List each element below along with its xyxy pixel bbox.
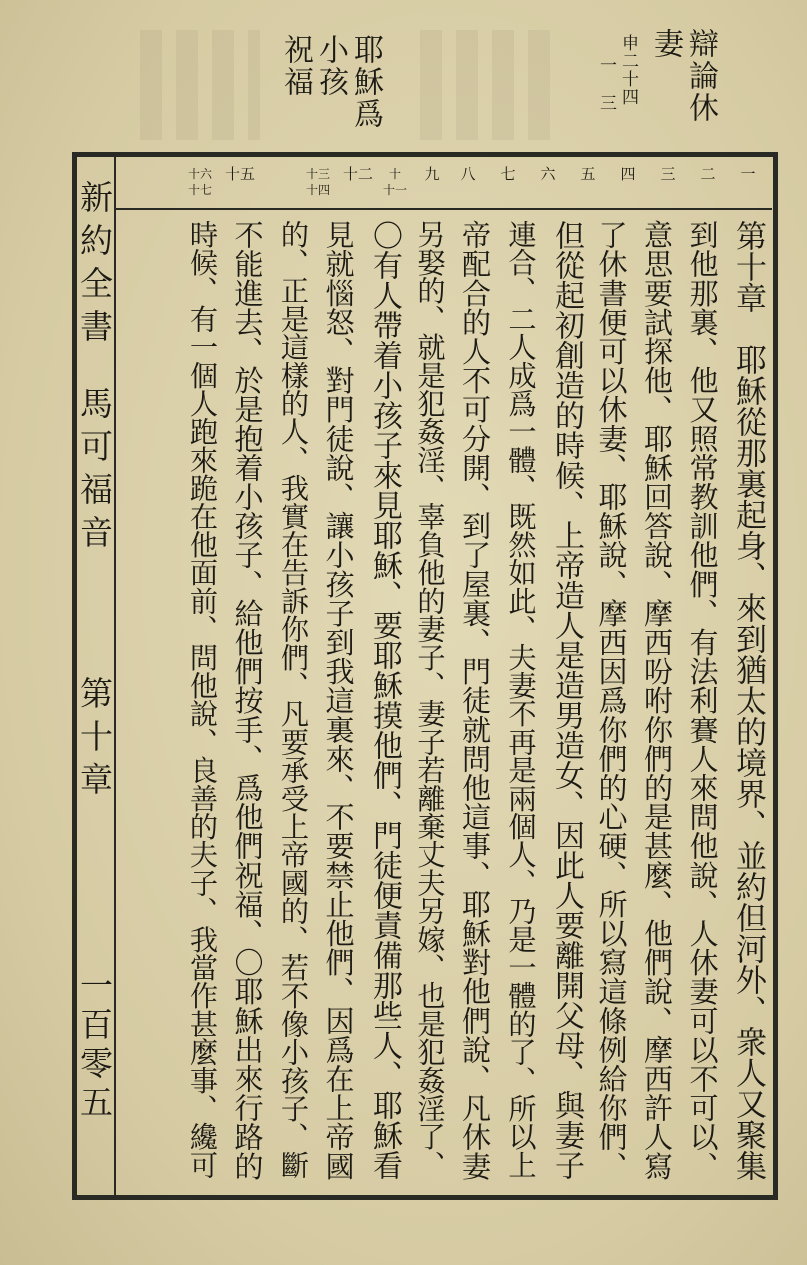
verse-number-label: 三 xyxy=(660,165,676,183)
verse-number xyxy=(688,166,728,182)
text-column: 不能進去、於是抱着小孩子、給他們按手、爲他們祝福、〇耶穌出來行路的 xyxy=(230,220,265,1181)
page-number: 一百零五 xyxy=(75,968,114,1124)
verse-number xyxy=(298,166,338,198)
margin-note-little-children: 小孩 xyxy=(313,34,348,98)
verse-number-label: 十七 xyxy=(187,183,212,197)
verse-number-label: 二 xyxy=(700,165,716,183)
margin-note-wife: 妻 xyxy=(648,28,683,60)
verse-header-divider xyxy=(114,208,772,210)
verse-number xyxy=(728,166,768,182)
text-column: 另娶的、就是犯姦淫、辜負他的妻子、妻子若離棄丈夫另嫁、也是犯姦淫了、 xyxy=(413,220,447,1179)
bleed-through-text xyxy=(420,30,550,140)
verse-number-label: 十 xyxy=(388,167,401,181)
chapter-label: 第十章 xyxy=(75,676,114,805)
text-column: 第十章 耶穌從那裏起身、來到猶太的境界、並約但河外、衆人又聚集 xyxy=(730,220,766,1181)
book-title: 新約全書 xyxy=(75,180,114,352)
margin-note-debate-divorce: 辯論休 xyxy=(683,28,718,124)
verse-number-label: 十一 xyxy=(382,183,407,197)
verse-number-label: 五 xyxy=(580,165,596,183)
verse-number xyxy=(528,166,568,182)
margin-note-jesus-for: 耶穌爲 xyxy=(348,34,383,130)
verse-number-label: 九 xyxy=(424,165,440,183)
verse-number xyxy=(375,166,415,198)
text-column: 時候、有一個人跑來跪在他面前、問他說、良善的夫子、我當作甚麼事、纔可 xyxy=(186,220,219,1179)
verse-number-label: 八 xyxy=(460,165,476,183)
text-column: 但從起初創造的時候、上帝造人是造男造女、因此人要離開父母、與妻子 xyxy=(549,220,584,1180)
margin-note-bless: 祝福 xyxy=(278,34,313,98)
text-column: 帝配合的人不可分開、到了屋裏、門徒就問他這事、耶穌對他們說、凡休妻 xyxy=(458,220,492,1181)
text-column: 的、正是這樣的人、我實在告訴你們、凡要承受上帝國的、若不像小孩子、斷 xyxy=(277,220,310,1179)
gospel-title: 馬可福音 xyxy=(75,386,114,558)
verse-number xyxy=(448,166,488,182)
verse-number-label: 六 xyxy=(540,165,556,183)
text-column: 〇有人帶着小孩子來見耶穌、要耶穌摸他們、門徒便責備那些人、耶穌看 xyxy=(367,220,402,1180)
text-column: 連合、二人成爲一體、既然如此、夫妻不再是兩個人、乃是一體的了、所以上 xyxy=(504,220,538,1179)
verse-number xyxy=(412,166,452,182)
margin-ref-verse: 三 xyxy=(596,94,616,112)
verse-number-label: 十三 xyxy=(305,167,330,181)
verse-number xyxy=(338,166,378,182)
verse-number-label: 十五 xyxy=(224,165,255,183)
margin-ref-deuteronomy: 申二十四 xyxy=(618,34,638,106)
verse-number xyxy=(568,166,608,182)
text-column: 意思要試探他、耶穌回答說、摩西吩咐你們的是甚麼、他們說、摩西許人寫 xyxy=(640,220,674,1181)
text-column: 見就惱怒、對門徒說、讓小孩子到我這裏來、不要禁止他們、因爲在上帝國 xyxy=(321,220,356,1181)
verse-number xyxy=(608,166,648,182)
verse-number xyxy=(180,166,220,198)
verse-number-label: 四 xyxy=(620,165,636,183)
verse-number-label: 十二 xyxy=(342,165,373,183)
verse-number xyxy=(648,166,688,182)
verse-number-label: 十四 xyxy=(305,183,330,197)
margin-ref-verse: 一 xyxy=(596,56,616,74)
verse-number xyxy=(220,166,260,182)
bleed-through-text xyxy=(140,30,260,140)
side-column-divider xyxy=(114,152,116,1200)
text-column: 了休書便可以休妻、耶穌說、摩西因爲你們的心硬、所以寫這條例給你們、 xyxy=(594,220,629,1181)
verse-number-label: 十六 xyxy=(187,167,212,181)
text-column: 到他那裏、他又照常教訓他們、有法利賽人來問他說、人休妻可以不可以、 xyxy=(685,220,720,1181)
verse-number-label: 一 xyxy=(740,165,756,183)
verse-number xyxy=(488,166,528,182)
verse-number-label: 七 xyxy=(500,165,516,183)
